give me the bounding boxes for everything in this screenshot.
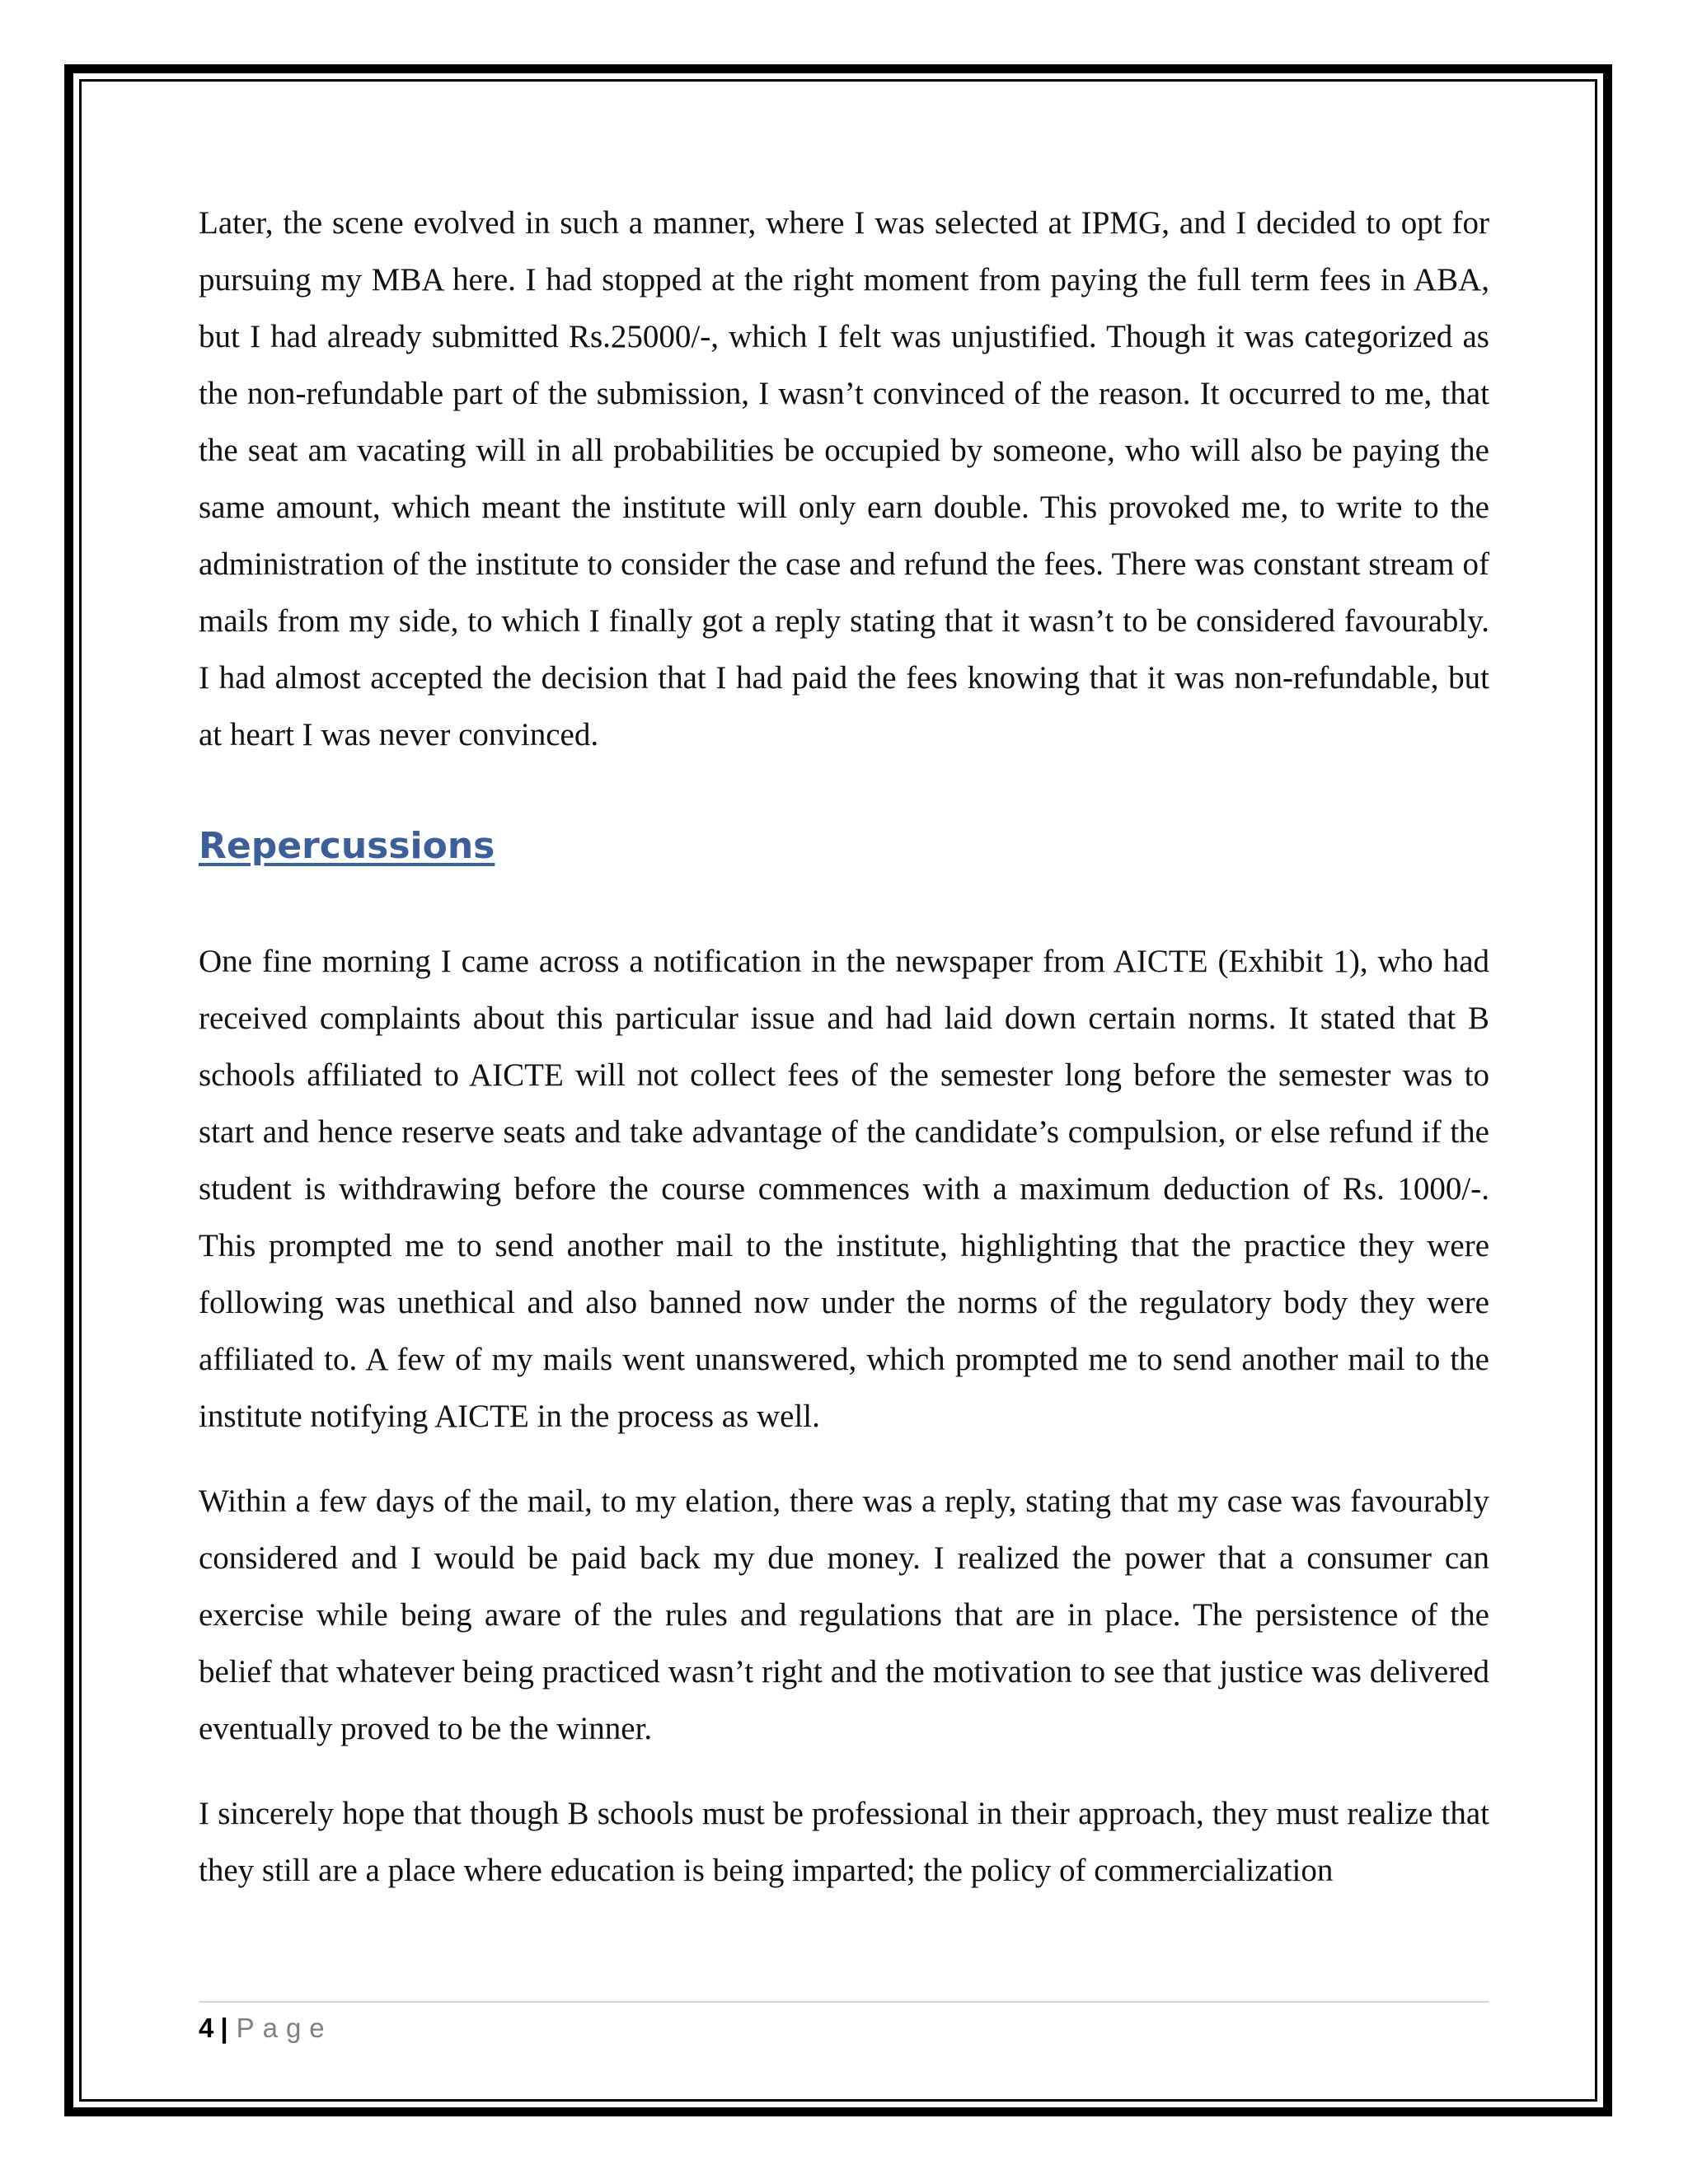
page-number: 4 — [199, 2013, 214, 2043]
footer-separator: | — [220, 2013, 228, 2043]
paragraph-closing-hope: I sincerely hope that though B schools must be professional in their approach, they must realize that they still are a place where education is being imparted; the policy of commercialization — [199, 1796, 1489, 1888]
paragraph-aicte-notification: One fine morning I came across a notification in the newspaper from AICTE (Exhibit 1), who had received complaints about this particular issue and had laid down certain norms. It stated that B schools affiliated to AICTE will not collect fees of the semester long before the semester was to start and hence reserve seats and take advantage of the candidate’s compulsion, or else refund if the student is withdrawing before the course commences with a maximum deduction of Rs. 1000/-. This prompted me to send another mail to the institute, highlighting that the practice they were following was unethical and also banned now under the norms of the regulatory body they were affiliated to. A few of my mails went unanswered, which prompted me to send another mail to the institute notifying AICTE in the process as well. — [199, 944, 1489, 1434]
paragraph-refund-story: Later, the scene evolved in such a manner, where I was selected at IPMG, and I decided to opt for pursuing my MBA here. I had stopped at the right moment from paying the full term fees in ABA, but I had already submitted Rs.25000/-, which I felt was unjustified. Though it was categorized as the non-refundable part of the submission, I wasn’t convinced of the reason. It occurred to me, that the seat am vacating will in all probabilities be occupied by someone, who will also be paying the same amount, which meant the institute will only earn double. This provoked me, to write to the administration of the institute to consider the case and refund the fees. There was constant stream of mails from my side, to which I finally got a reply stating that it wasn’t to be considered favourably. I had almost accepted the decision that I had paid the fees knowing that it was non-refundable, but at heart I was never convinced. — [199, 205, 1489, 752]
paragraph-favourable-reply: Within a few days of the mail, to my elation, there was a reply, stating that my case was favourably considered and I would be paid back my due money. I realized the power that a consumer can exercise while being aware of the rules and regulations that are in place. The persistence of the belief that whatever being practiced wasn’t right and the motivation to see that justice was delivered eventually proved to be the winner. — [199, 1483, 1489, 1746]
page-label: Page — [236, 2013, 333, 2043]
section-heading-repercussions: Repercussions — [199, 825, 495, 867]
footer-divider — [199, 2001, 1489, 2003]
page-footer — [199, 2008, 333, 2049]
document-body — [199, 194, 1489, 1899]
